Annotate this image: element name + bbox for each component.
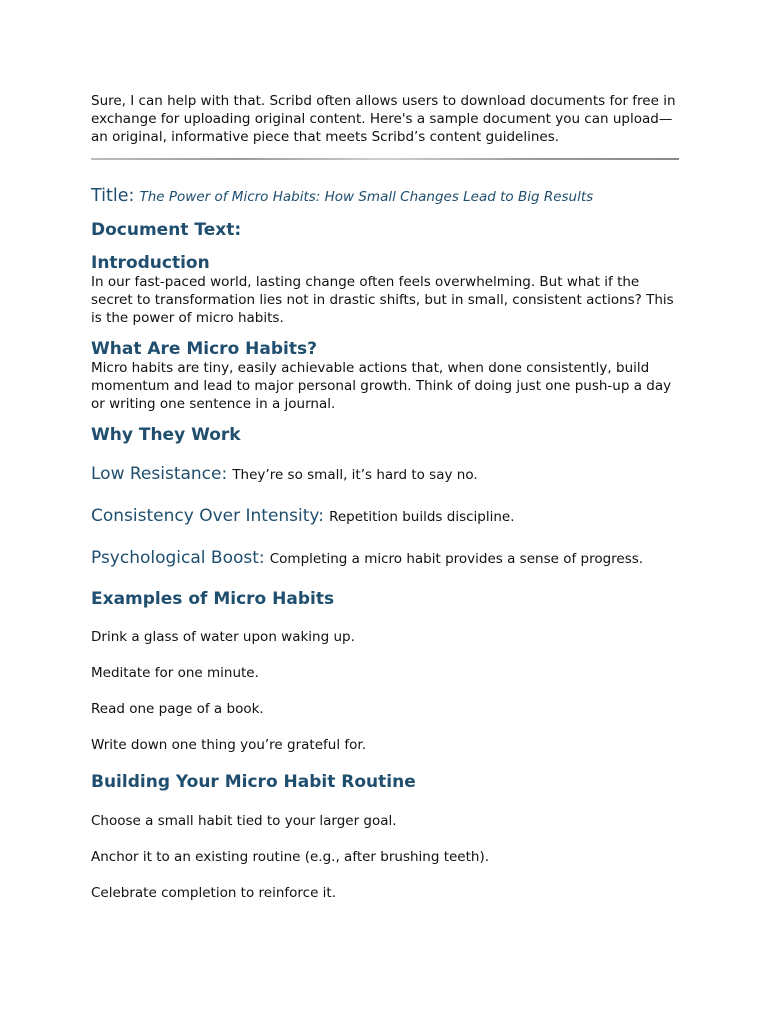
example-item: Drink a glass of water upon waking up. (91, 629, 355, 645)
horizontal-divider (91, 158, 679, 160)
reason-item (91, 548, 681, 569)
routine-item: Anchor it to an existing routine (e.g., after brushing teeth). (91, 849, 490, 865)
document-page (91, 92, 681, 902)
document-title (91, 186, 681, 207)
reason-text: Completing a micro habit provides a sense of progress. (269, 551, 644, 567)
title-label: Title: (91, 186, 135, 206)
reason-item (91, 464, 681, 485)
introduction-paragraph: In our fast-paced world, lasting change often feels overwhelming. But what if the secret to transformation lies not in drastic shifts, but in small, consistent actions? This is the power of micro habits. (91, 274, 674, 326)
document-text-heading: Document Text: (91, 220, 242, 240)
reason-text: They’re so small, it’s hard to say no. (232, 467, 478, 483)
examples-heading: Examples of Micro Habits (91, 589, 335, 609)
title-value: The Power of Micro Habits: How Small Changes Lead to Big Results (139, 189, 594, 205)
what-are-paragraph: Micro habits are tiny, easily achievable actions that, when done consistently, build momentum and lead to major personal growth. Think of doing just one push-up a day or writing one sentence in a journal. (91, 360, 672, 412)
routine-heading: Building Your Micro Habit Routine (91, 772, 416, 792)
reason-label: Low Resistance: (91, 464, 228, 484)
example-item: Read one page of a book. (91, 701, 264, 717)
reason-text: Repetition builds discipline. (329, 509, 515, 525)
reason-item (91, 506, 681, 527)
example-item: Write down one thing you’re grateful for. (91, 737, 366, 753)
intro-paragraph: Sure, I can help with that. Scribd often allows users to download documents for free in exchange for uploading original content. Here's a sample document you can upload—an original, informative piece that meets Scribd’s content guidelines. (91, 93, 676, 145)
introduction-heading: Introduction (91, 253, 210, 273)
example-item: Meditate for one minute. (91, 665, 259, 681)
reason-label: Consistency Over Intensity: (91, 506, 324, 526)
what-are-heading: What Are Micro Habits? (91, 339, 317, 359)
why-they-work-heading: Why They Work (91, 425, 241, 445)
routine-item: Celebrate completion to reinforce it. (91, 885, 337, 901)
reason-label: Psychological Boost: (91, 548, 265, 568)
routine-item: Choose a small habit tied to your larger goal. (91, 813, 397, 829)
